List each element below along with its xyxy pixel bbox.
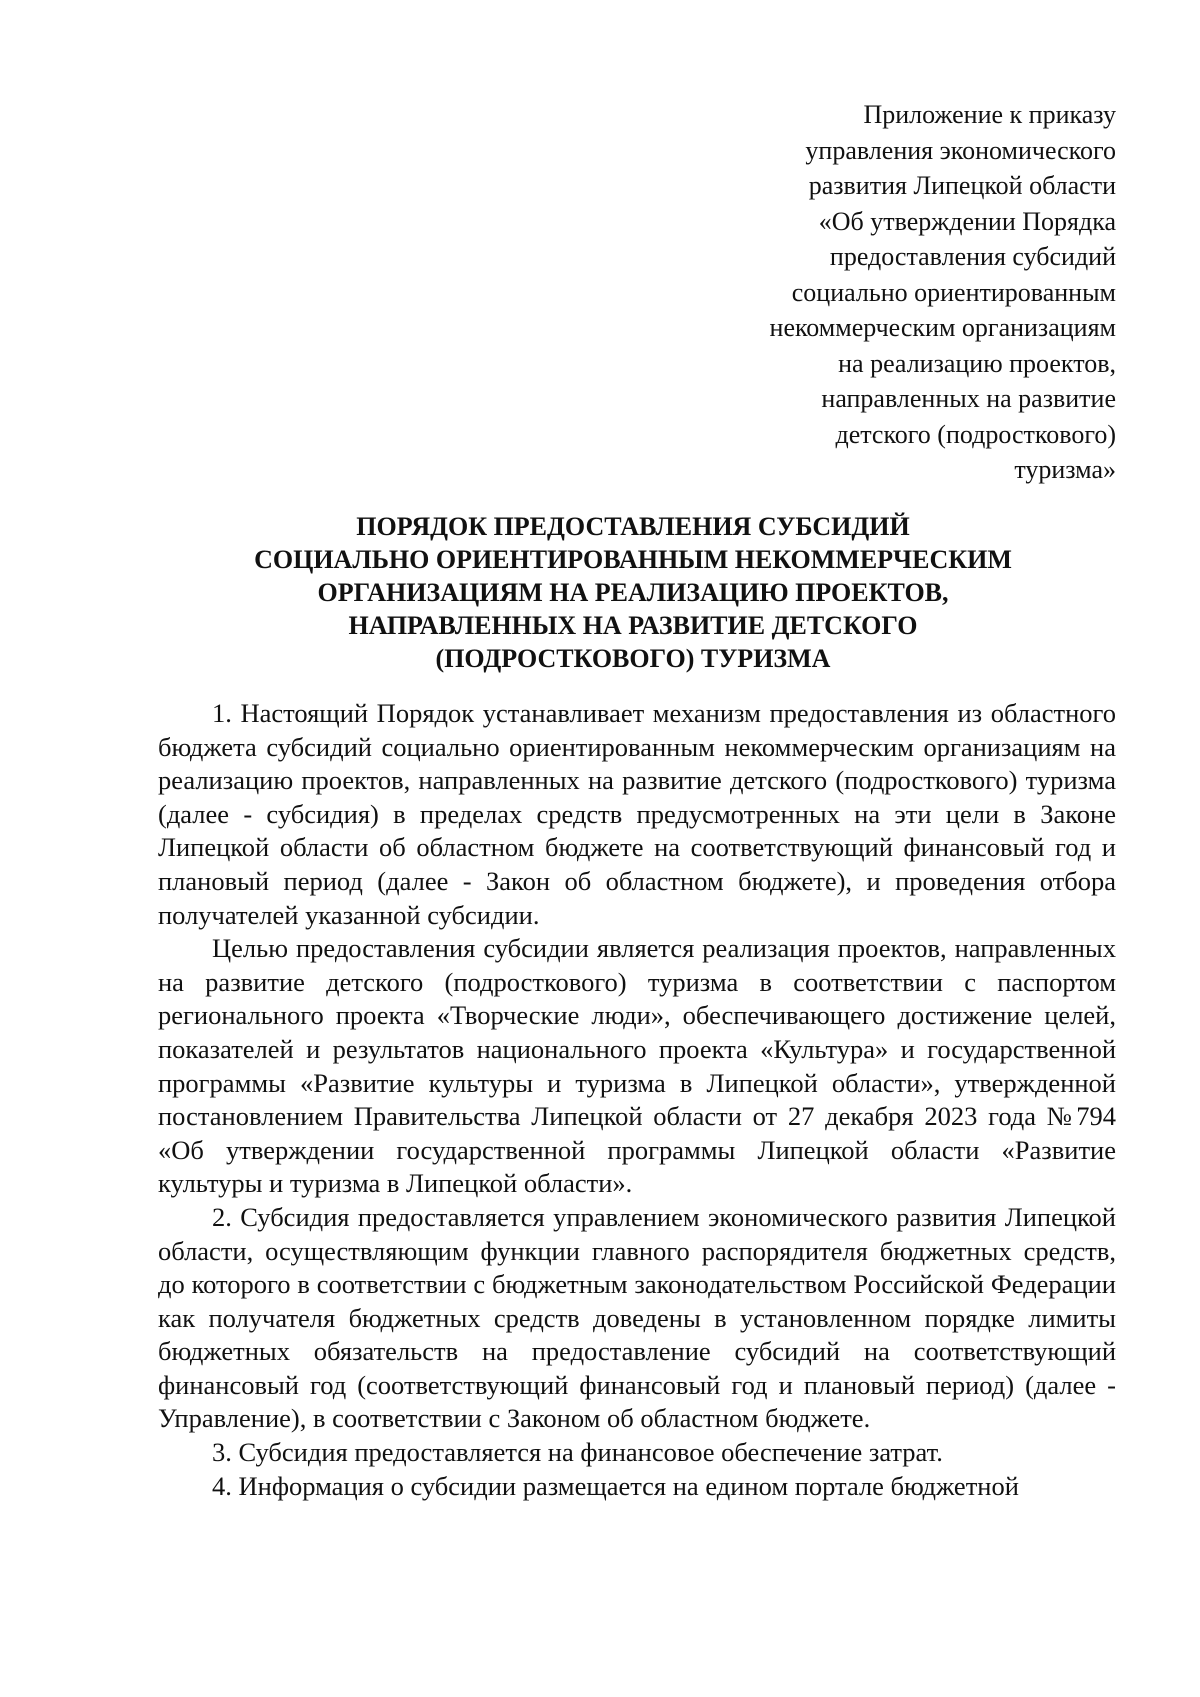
appendix-line: детского (подросткового) [835, 419, 1116, 449]
paragraph-2: 2. Субсидия предоставляется управлением экономического развития Липецкой области, осуществляющим функции главного распорядителя бюджетных средств, до которого в соответствии с бюджетным законодательством Российской Федерации как получателя бюджетных средств доведены в установленном порядке лимиты бюджетных обязательств на предоставление субсидий на соответствующий финансовый год (соответствующий финансовый год и плановый период) (далее - Управление), в соответствии с Законом об областном бюджете. [158, 1201, 1116, 1434]
appendix-line: направленных на развитие [821, 384, 1116, 413]
appendix-line: управления экономического [805, 135, 1116, 165]
paragraph-1: 1. Настоящий Порядок устанавливает механизм предоставления из областного бюджета субсидий социально ориентированным некоммерческим организациям на реализацию проектов, направленных на развитие детского (подросткового) туризма (далее - субсидия) в пределах средств предусмотренных на эти цели в Законе Липецкой области об областном бюджете на соответствующий финансовый год и плановый период (далее - Закон об областном бюджете), и проведения отбора получателей указанной субсидии. [158, 698, 1116, 930]
appendix-line: предоставления субсидий [829, 242, 1116, 271]
appendix-note [646, 97, 1116, 488]
title-line: СОЦИАЛЬНО ОРИЕНТИРОВАННЫМ НЕКОММЕРЧЕСКИМ [254, 545, 1012, 574]
appendix-line: Приложение к приказу [863, 100, 1116, 129]
title-line: НАПРАВЛЕННЫХ НА РАЗВИТИЕ ДЕТСКОГО [348, 611, 918, 640]
appendix-line: «Об утверждении Порядка [818, 206, 1116, 236]
paragraph-4: 4. Информация о субсидии размещается на едином портале бюджетной [212, 1470, 1019, 1501]
appendix-line: некоммерческим организациям [769, 313, 1116, 342]
document-title [150, 510, 1116, 675]
title-line: ПОРЯДОК ПРЕДОСТАВЛЕНИЯ СУБСИДИЙ [356, 512, 910, 541]
paragraph-3: 3. Субсидия предоставляется на финансовое обеспечение затрат. [212, 1437, 943, 1468]
paragraph-goal: Целью предоставления субсидии является реализация проектов, направленных на развитие детского (подросткового) туризма в соответствии с паспортом регионального проекта «Творческие люди», обеспечивающего достижение целей, показателей и результатов национального проекта «Культура» и государственной программы «Развитие культуры и туризма в Липецкой области», утвержденной постановлением Правительства Липецкой области от 27 декабря 2023 года №794 «Об утверждении государственной программы Липецкой области «Развитие культуры и туризма в Липецкой области». [158, 933, 1116, 1199]
appendix-line: развития Липецкой области [808, 171, 1116, 200]
appendix-line: на реализацию проектов, [838, 348, 1116, 378]
title-line: ОРГАНИЗАЦИЯМ НА РЕАЛИЗАЦИЮ ПРОЕКТОВ, [317, 578, 949, 607]
title-line: (ПОДРОСТКОВОГО) ТУРИЗМА [435, 644, 831, 673]
document-body [158, 697, 1116, 1503]
appendix-line: социально ориентированным [791, 277, 1116, 307]
appendix-line: туризма» [1014, 455, 1116, 484]
